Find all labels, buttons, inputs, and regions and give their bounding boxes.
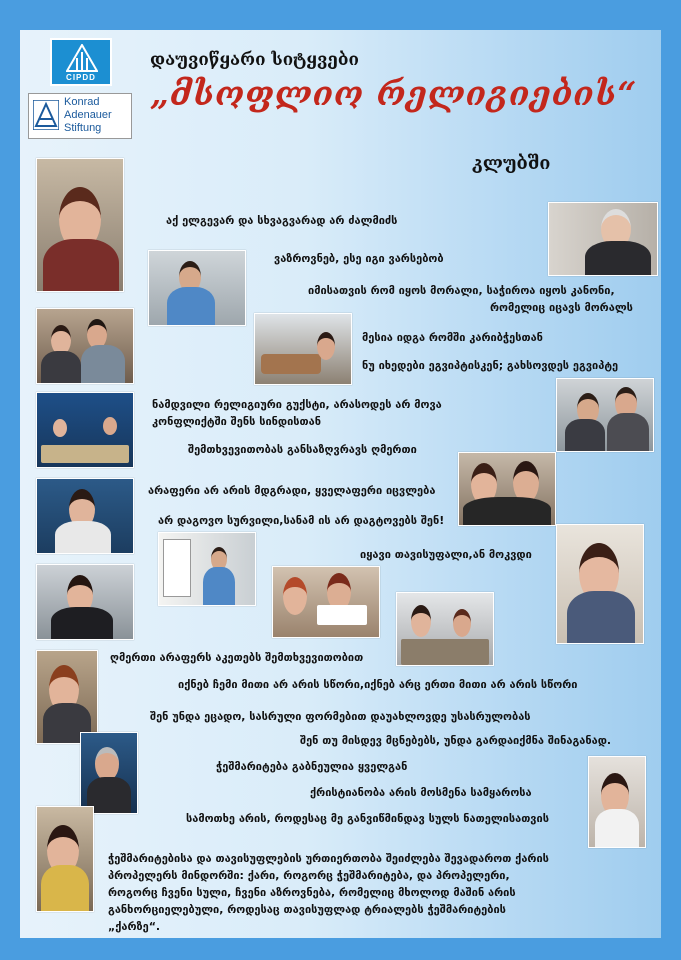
photo-man-flipchart (158, 532, 256, 606)
cipdd-emblem-icon (66, 44, 98, 72)
photo-smiling-woman (556, 524, 644, 644)
quote-line: იყავი თავისუფალი,ან მოკვდი (360, 548, 532, 561)
photo-woman-writing (36, 650, 98, 744)
photo-two-young-men (556, 378, 654, 452)
photo-elder-speaker (548, 202, 658, 276)
photo-two-young-women (458, 452, 556, 526)
quote-line: არაფერი არ არის მდგრადი, ყველაფერი იცვლება (148, 484, 436, 497)
quote-line: იმისათვის რომ იყოს მორალი, საჭიროა იყოს კანონი, (308, 284, 615, 297)
photo-seminar-table (396, 592, 494, 666)
quote-line: ჭეშმარიტება გაბნეულია ყველგან (216, 760, 408, 773)
quote-line: კონფლიქტში შენს სინდისთან (152, 415, 321, 428)
kas-mark-icon (33, 100, 59, 130)
photo-woman-thinking (36, 158, 124, 292)
cipdd-logo (50, 38, 112, 86)
quote-line: სამოთხე არის, როდესაც მე განვიწმინდავ სულს ნათელისათვის (186, 812, 549, 825)
quote-line: შენ უნდა ეცადო, სასრული ფორმებით დაუახლოვდე უსასრულობას (150, 710, 531, 723)
quote-line: ნამდვილი რელიგიური გუქსტი, არასოდეს არ მოვა (152, 398, 442, 411)
quote-line: ნუ იხედები ეგვიპტისკენ; გახსოვდეს ეგვიპტე (362, 359, 619, 372)
poster-title: „მსოფლიო რელიგიების“ (150, 74, 638, 113)
photo-students-group (36, 308, 134, 384)
kas-text (64, 96, 112, 135)
kas-logo (28, 93, 132, 139)
photo-young-woman-right (588, 756, 646, 848)
photo-classroom (254, 313, 352, 385)
quote-line: არ დაგოვო სურვილი,სანამ ის არ დაგტოვებს შენ! (158, 514, 445, 527)
kas-line-2: Adenauer (64, 109, 112, 121)
photo-man-speaking (80, 732, 138, 814)
cipdd-label: CIPDD (66, 73, 96, 82)
quote-line: რომელიც იცავს მორალს (490, 301, 633, 314)
kas-line-3: Stiftung (64, 122, 102, 134)
quote-line: შენ თუ მისდევ მცნებებს, უნდა გარდაიქმნა შინაგანად. (300, 734, 612, 747)
frame-left (0, 0, 20, 960)
quote-line: შემთხვევითობას განსაზღვრავს ღმერთი (188, 443, 417, 456)
kas-line-1: Konrad (64, 96, 100, 108)
photo-woman-yellow (36, 806, 94, 912)
frame-right (661, 0, 681, 960)
quote-line: ღმერთი არაფერს აკეთებს შემთხვევითობით (110, 651, 364, 664)
quote-line: მესია იდგა რომში კარიბჭესთან (362, 331, 543, 344)
photo-women-reading (272, 566, 380, 638)
photo-woman-microphone (36, 564, 134, 640)
photo-woman-glasses (36, 478, 134, 554)
closing-paragraph: ჭეშმარიტებისა და თავისუფლების ურთიერთობა შეიძლება შევადაროთ ქარის პროპელერს მინდორში: ქარი, როგორც ჭეშმარიტება, და პროპელერი, როგორც ჩვენი სული, ჩვენი აზროვნება, რომელიც მხოლოდ მაშინ არის განხორციელებული, როდესაც თავისუფლად ტრიალებს ჭეშმარიტების „ქარზე“. (108, 852, 549, 933)
quote-line: ვაზროვნებ, ესე იგი ვარსებობ (274, 252, 444, 265)
poster-title-clubs: კლუბში (472, 153, 551, 174)
frame-bottom (0, 938, 681, 960)
poster-subtitle: დაუვიწყარი სიტყვები (150, 50, 359, 70)
photo-young-man-gesturing (148, 250, 246, 326)
frame-top (0, 0, 681, 30)
quote-line: აქ ელგევარ და სხვაგვარად არ ძალმიძს (166, 214, 398, 227)
quote-line: იქნებ ჩემი მითი არ არის სწორი,იქნებ არც ერთი მითი არ არის სწორი (178, 678, 578, 691)
quote-line: ქრისტიანობა არის მოსმენა სამყაროსა (310, 786, 532, 799)
photo-conference-stage (36, 392, 134, 468)
